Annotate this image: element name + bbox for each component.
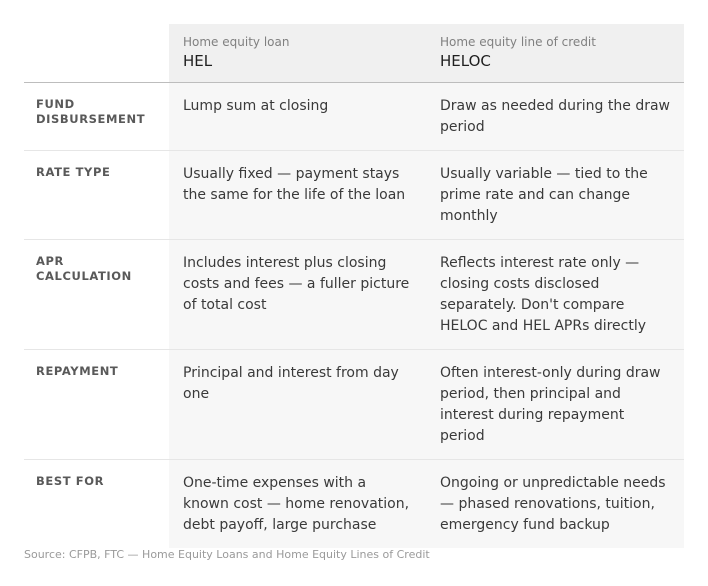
row-label: FUND DISBURSEMENT xyxy=(24,83,169,151)
header-corner xyxy=(24,24,169,83)
row-label: RATE TYPE xyxy=(24,151,169,240)
cell-heloc: Draw as needed during the draw period xyxy=(426,83,684,151)
cell-hel: Includes interest plus closing costs and fees — a fuller picture of total cost xyxy=(169,240,426,350)
cell-hel: Principal and interest from day one xyxy=(169,350,426,460)
cell-heloc: Usually variable — tied to the prime rate and can change monthly xyxy=(426,151,684,240)
comparison-table-container xyxy=(24,24,684,548)
row-label: APR CALCULATION xyxy=(24,240,169,350)
header-hel-subtitle: Home equity loan xyxy=(183,35,290,49)
cell-heloc: Reflects interest rate only — closing costs disclosed separately. Don't compare HELOC and HEL APRs directly xyxy=(426,240,684,350)
comparison-table xyxy=(24,24,684,548)
cell-heloc: Ongoing or unpredictable needs — phased renovations, tuition, emergency fund backup xyxy=(426,460,684,549)
cell-hel: One-time expenses with a known cost — home renovation, debt payoff, large purchase xyxy=(169,460,426,549)
row-label: BEST FOR xyxy=(24,460,169,549)
table-header-row xyxy=(24,24,684,83)
header-heloc-abbr: HELOC xyxy=(440,52,491,70)
header-hel-abbr: HEL xyxy=(183,52,213,70)
header-heloc xyxy=(426,24,684,83)
header-heloc-subtitle: Home equity line of credit xyxy=(440,35,596,49)
table-row xyxy=(24,350,684,460)
table-row xyxy=(24,83,684,151)
row-label: REPAYMENT xyxy=(24,350,169,460)
table-row xyxy=(24,460,684,549)
cell-hel: Lump sum at closing xyxy=(169,83,426,151)
header-hel xyxy=(169,24,426,83)
cell-hel: Usually fixed — payment stays the same for the life of the loan xyxy=(169,151,426,240)
table-row xyxy=(24,151,684,240)
cell-heloc: Often interest-only during draw period, then principal and interest during repayment period xyxy=(426,350,684,460)
source-note: Source: CFPB, FTC — Home Equity Loans and Home Equity Lines of Credit xyxy=(24,548,430,561)
table-row xyxy=(24,240,684,350)
